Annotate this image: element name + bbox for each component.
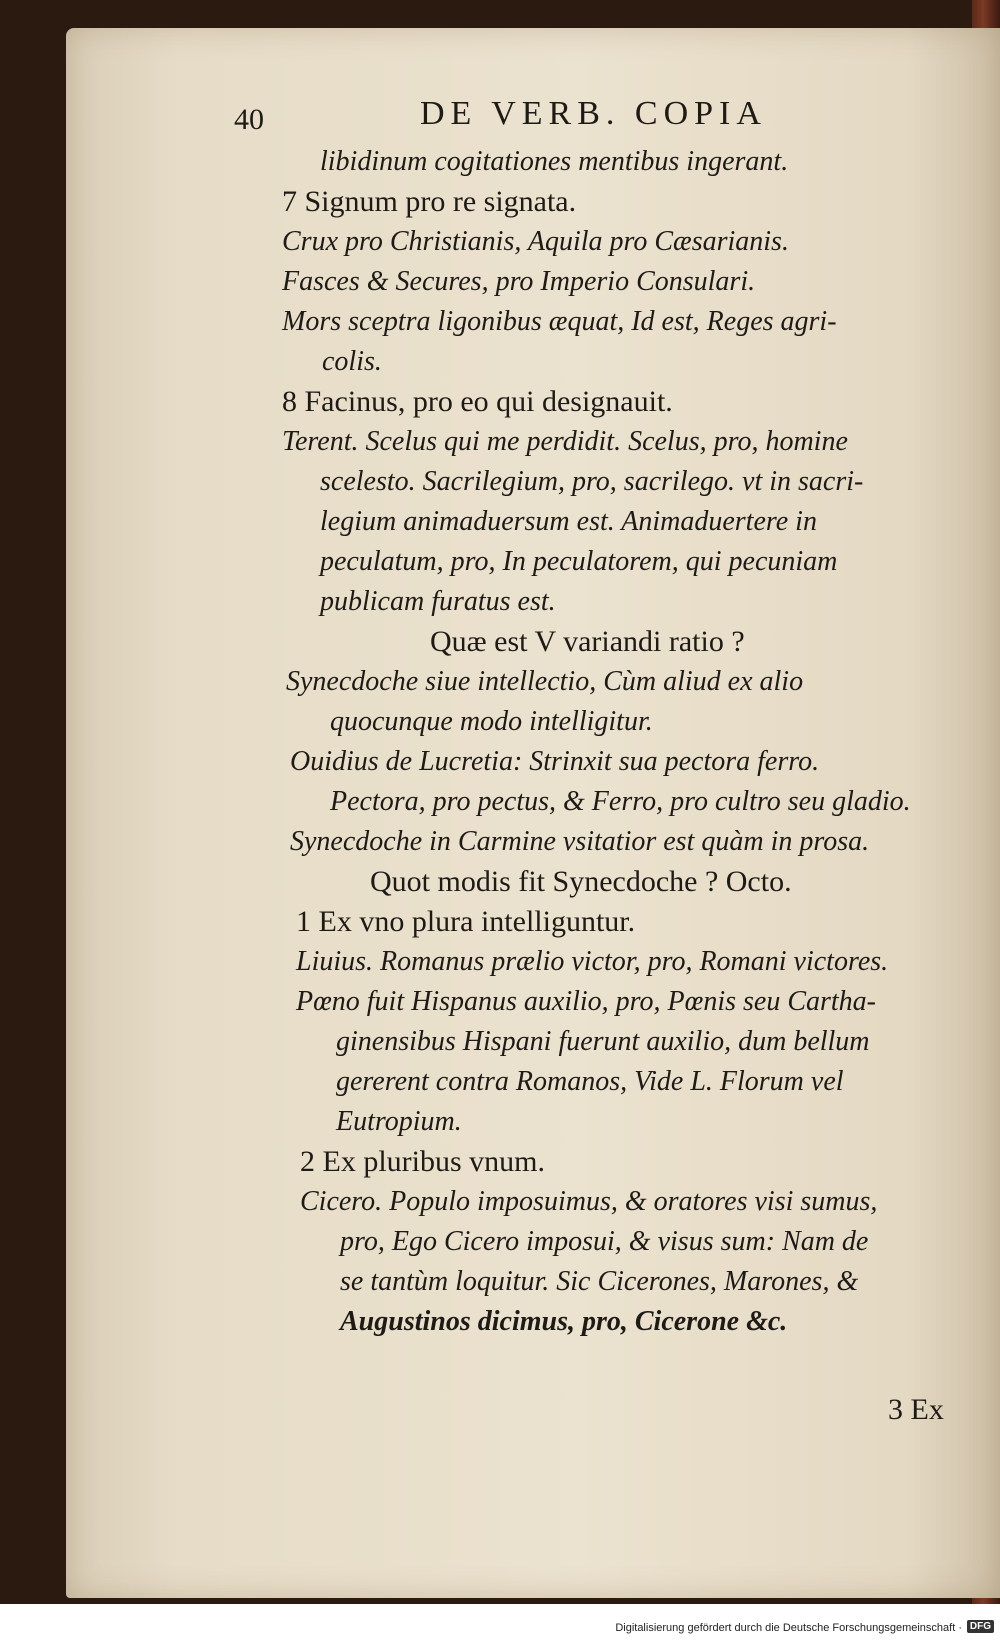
- text-line: Synecdoche in Carmine vsitatior est quàm in prosa.: [290, 826, 870, 857]
- text-line: Terent. Scelus qui me perdidit. Scelus, pro, homine: [282, 426, 848, 457]
- text-line: 8 Facinus, pro eo qui designauit.: [282, 385, 673, 418]
- text-line: 1 Ex vno plura intelliguntur.: [296, 905, 636, 938]
- text-line: se tantùm loquitur. Sic Cicerones, Marones, &: [340, 1266, 859, 1297]
- text-line: Augustinos dicimus, pro, Cicerone &c.: [340, 1306, 788, 1337]
- text-line: Quæ est V variandi ratio ?: [430, 625, 745, 658]
- text-line: scelesto. Sacrilegium, pro, sacrilego. vt in sacri-: [320, 466, 864, 497]
- text-line: ginensibus Hispani fuerunt auxilio, dum bellum: [336, 1026, 870, 1057]
- text-line: Synecdoche siue intellectio, Cùm aliud ex alio: [286, 666, 804, 697]
- text-line: Pectora, pro pectus, & Ferro, pro cultro seu gladio.: [330, 786, 911, 817]
- text-line: libidinum cogitationes mentibus ingerant.: [320, 146, 789, 177]
- running-title: DE VERB. COPIA: [420, 95, 767, 132]
- text-line: 7 Signum pro re signata.: [282, 185, 577, 218]
- text-line: peculatum, pro, In peculatorem, qui pecuniam: [320, 546, 838, 577]
- text-line: Quot modis fit Synecdoche ? Octo.: [370, 865, 792, 898]
- text-line: Ouidius de Lucretia: Strinxit sua pectora ferro.: [290, 746, 820, 777]
- dfg-logo-icon: DFG: [967, 1620, 994, 1633]
- text-line: Cicero. Populo imposuimus, & oratores visi sumus,: [300, 1186, 878, 1217]
- page-header: [0, 95, 1000, 141]
- text-line: Mors sceptra ligonibus æquat, Id est, Reges agri-: [282, 306, 837, 337]
- text-line: legium animaduersum est. Animaduertere in: [320, 506, 817, 537]
- text-line: 2 Ex pluribus vnum.: [300, 1145, 545, 1178]
- text-line: publicam furatus est.: [320, 586, 556, 617]
- catchword: 3 Ex: [888, 1393, 944, 1426]
- text-line: Fasces & Secures, pro Imperio Consulari.: [282, 266, 756, 297]
- text-line: gererent contra Romanos, Vide L. Florum vel: [336, 1066, 844, 1097]
- footer-credit: Digitalisierung gefördert durch die Deutsche Forschungsgemeinschaft ·: [615, 1622, 962, 1634]
- text-line: Crux pro Christianis, Aquila pro Cæsarianis.: [282, 226, 789, 257]
- text-line: pro, Ego Cicero imposui, & visus sum: Nam de: [340, 1226, 869, 1257]
- text-line: Eutropium.: [336, 1106, 462, 1137]
- footer-bar: [0, 1604, 1000, 1641]
- text-line: Pœno fuit Hispanus auxilio, pro, Pœnis seu Cartha-: [296, 986, 876, 1017]
- page-number: 40: [234, 103, 264, 136]
- text-line: quocunque modo intelligitur.: [330, 706, 653, 737]
- text-line: colis.: [322, 346, 382, 377]
- text-line: Liuius. Romanus prælio victor, pro, Romani victores.: [296, 946, 889, 977]
